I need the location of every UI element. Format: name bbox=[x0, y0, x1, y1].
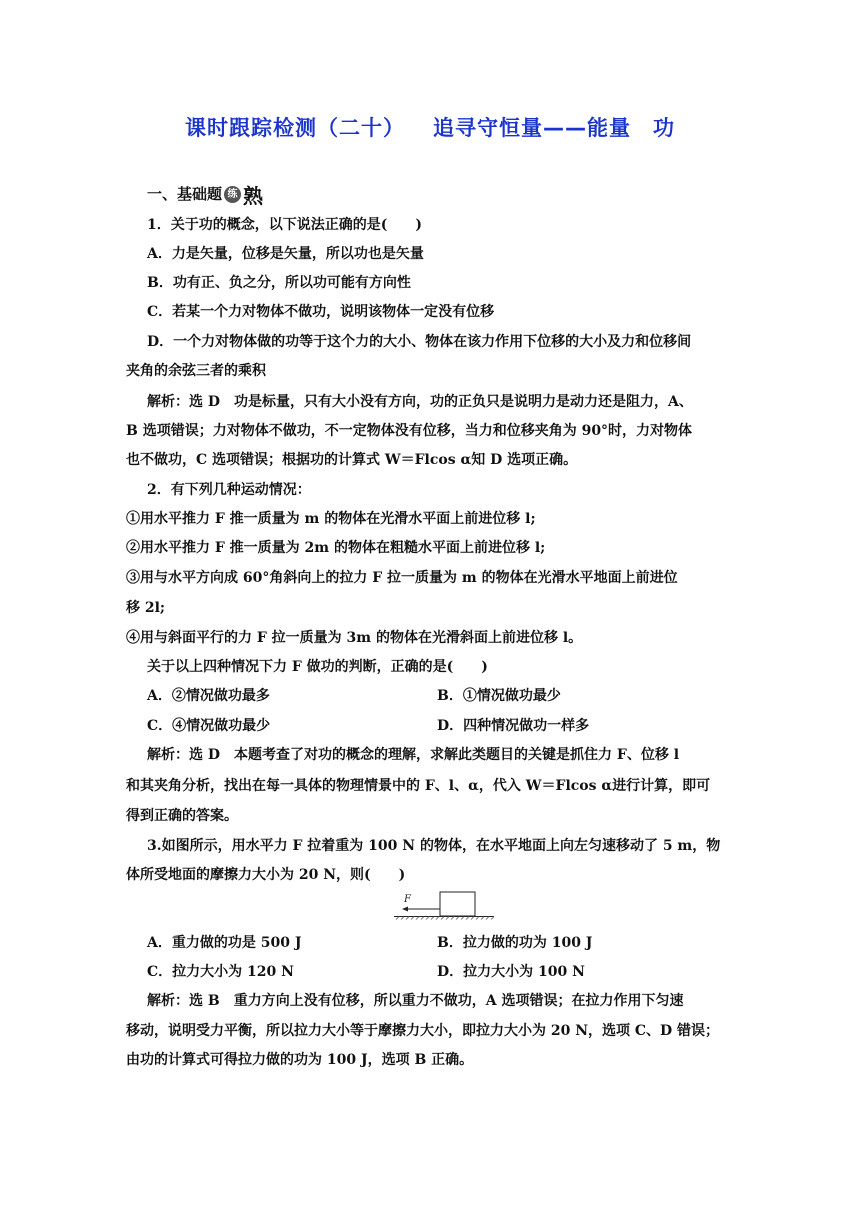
q2-option-d: D．四种情况做功一样多 bbox=[437, 718, 590, 734]
q3-option-a: A．重力做的功是 500 J bbox=[147, 935, 302, 951]
q3-option-b: B．拉力做的功为 100 J bbox=[437, 935, 593, 951]
force-label: F bbox=[404, 894, 411, 905]
q2-answer-line3: 得到正确的答案。 bbox=[126, 808, 238, 824]
q1-answer-line2: B 选项错误；力对物体不做功，不一定物体没有位移，当力和位移夹角为 90°时，力对物体 bbox=[126, 423, 693, 439]
q1-answer-line1: 解析：选 D 功是标量，只有大小没有方向，功的正负只是说明力是动力还是阻力，A、 bbox=[147, 394, 693, 410]
block bbox=[440, 892, 475, 916]
q1-option-d-line2: 夹角的余弦三者的乘积 bbox=[126, 363, 266, 379]
section-big-char: 熟 bbox=[243, 184, 264, 208]
q1-option-b: B．功有正、负之分，所以功可能有方向性 bbox=[147, 275, 411, 291]
q3-option-d: D．拉力大小为 100 N bbox=[437, 964, 585, 980]
q1-option-a: A．力是矢量，位移是矢量，所以功也是矢量 bbox=[147, 246, 424, 262]
page-title bbox=[0, 112, 860, 142]
q2-case-1: ①用水平推力 F 推一质量为 m 的物体在光滑水平面上前进位移 l; bbox=[126, 511, 536, 527]
q3-answer-line3: 由功的计算式可得拉力做的功为 100 J，选项 B 正确。 bbox=[126, 1052, 474, 1068]
q2-case-4: ④用与斜面平行的力 F 拉一质量为 3m 的物体在光滑斜面上前进位移 l。 bbox=[126, 630, 583, 646]
q2-option-a: A．②情况做功最多 bbox=[147, 688, 270, 704]
q3-answer-line2: 移动，说明受力平衡，所以拉力大小等于摩擦力大小，即拉力大小为 20 N，选项 C、D 错误； bbox=[126, 1023, 720, 1039]
title-sub: 追寻守恒量——能量 功 bbox=[433, 116, 675, 140]
q2-question: 关于以上四种情况下力 F 做功的判断，正确的是( ) bbox=[147, 659, 488, 675]
q1-option-d-line1: D．一个力对物体做的功等于这个力的大小、物体在该力作用下位移的大小及力和位移间 bbox=[147, 334, 692, 350]
q1-option-c: C．若某一个力对物体不做功，说明该物体一定没有位移 bbox=[147, 304, 495, 320]
title-main: 课时跟踪检测（二十） bbox=[185, 116, 405, 140]
q2-stem: 2．有下列几种运动情况： bbox=[147, 482, 311, 498]
q3-stem-line1: 3.如图所示，用水平力 F 拉着重为 100 N 的物体，在水平地面上向左匀速移动了 5 m，物 bbox=[147, 838, 721, 854]
force-arrow-head bbox=[402, 907, 408, 912]
q2-case-3-line2: 移 2l; bbox=[126, 600, 166, 616]
q2-answer-line2: 和其夹角分析，找出在每一具体的物理情景中的 F、l、α，代入 W＝Flcos α进行计算，即可 bbox=[126, 778, 711, 794]
q2-answer-line1: 解析：选 D 本题考查了对功的概念的理解，求解此类题目的关键是抓住力 F、位移 l bbox=[147, 747, 680, 763]
q1-stem: 1．关于功的概念，以下说法正确的是( ) bbox=[147, 217, 422, 233]
section-heading bbox=[147, 180, 263, 209]
q2-option-c: C．④情况做功最少 bbox=[147, 718, 271, 734]
force-block-figure bbox=[394, 888, 496, 920]
q3-option-c: C．拉力大小为 120 N bbox=[147, 964, 294, 980]
q3-stem-line2: 体所受地面的摩擦力大小为 20 N，则( ) bbox=[126, 867, 406, 883]
q2-case-2: ②用水平推力 F 推一质量为 2m 的物体在粗糙水平面上前进位移 l; bbox=[126, 540, 546, 556]
q3-answer-line1: 解析：选 B 重力方向上没有位移，所以重力不做功，A 选项错误；在拉力作用下匀速 bbox=[147, 993, 684, 1009]
q1-answer-line3: 也不做功，C 选项错误；根据功的计算式 W＝Flcos α知 D 选项正确。 bbox=[126, 452, 578, 468]
q2-option-b: B．①情况做功最少 bbox=[437, 688, 561, 704]
q2-case-3-line1: ③用与水平方向成 60°角斜向上的拉力 F 拉一质量为 m 的物体在光滑水平地面上前进位 bbox=[126, 570, 678, 586]
section-badge: 练 bbox=[224, 186, 241, 203]
section-label: 一、基础题 bbox=[147, 185, 223, 203]
